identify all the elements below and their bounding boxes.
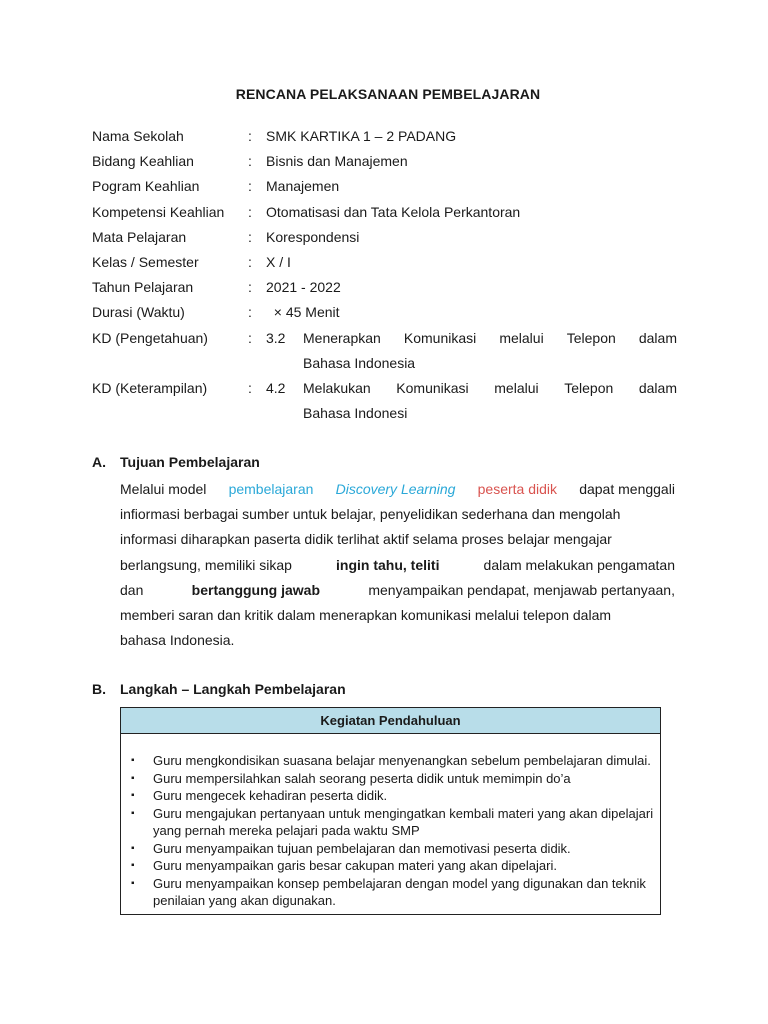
bullet-icon: ▪: [131, 842, 135, 854]
kd-line: [303, 376, 677, 401]
text-run: bahasa Indonesia.: [120, 632, 235, 649]
text-run: infiormasi berbagai sumber untuk belajar, penyelidikan sederhana dan mengolah: [120, 506, 621, 523]
kd-word: dalam: [638, 329, 677, 346]
kd-line: Bahasa Indonesia: [303, 354, 416, 371]
info-row-school: [92, 124, 677, 149]
text-run: dapat menggali: [579, 481, 675, 497]
list-item: [131, 752, 654, 770]
info-row-year: [92, 275, 677, 300]
kd-word: Menerapkan: [303, 329, 381, 346]
info-value: × 45 Menit: [266, 304, 340, 321]
list-item-text: Guru menyampaikan konsep pembelajaran dengan model yang digunakan dan teknik penilaian yang akan digunakan.: [153, 875, 646, 908]
info-value: X / I: [266, 253, 291, 270]
info-row-subject: [92, 225, 677, 250]
kd-text: [303, 326, 677, 376]
document-title: RENCANA PELAKSANAAN PEMBELAJARAN: [235, 86, 541, 102]
info-colon: :: [248, 128, 252, 144]
highlight-red-text: peserta didik: [477, 481, 558, 497]
info-label: Nama Sekolah: [92, 128, 184, 144]
activities-table: [120, 707, 661, 915]
paragraph-line: [120, 527, 675, 552]
info-colon: :: [248, 279, 252, 296]
info-label: Mata Pelajaran: [92, 228, 187, 245]
info-label: Bidang Keahlian: [92, 153, 194, 170]
table-header: Kegiatan Pendahuluan: [121, 708, 660, 734]
info-row-class: [92, 250, 677, 275]
table-body: [121, 734, 660, 914]
info-colon: :: [248, 304, 252, 321]
identity-table: [92, 124, 677, 426]
bullet-icon: ▪: [131, 772, 135, 784]
info-label: Durasi (Waktu): [92, 304, 185, 321]
kd-text: [303, 376, 677, 426]
kd-number: 4.2: [266, 379, 286, 396]
section-letter: B.: [92, 681, 106, 697]
info-colon: :: [248, 379, 252, 396]
bullet-icon: ▪: [131, 877, 135, 889]
text-run: menyampaikan pendapat, menjawab pertanyaan,: [368, 581, 675, 598]
text-run: dan: [120, 581, 144, 598]
paragraph-line: [120, 628, 675, 653]
section-heading-steps: [92, 681, 346, 697]
info-colon: :: [248, 329, 252, 346]
text-run: berlangsung, memiliki sikap: [120, 556, 292, 573]
info-row-competency: [92, 200, 677, 225]
list-item: [131, 857, 654, 875]
bullet-icon: ▪: [131, 790, 135, 801]
text-run: dalam melakukan pengamatan: [483, 556, 675, 573]
section-letter: A.: [92, 454, 106, 470]
list-item-text: Guru mengkondisikan suasana belajar menyenangkan sebelum pembelajaran dimulai.: [153, 753, 651, 768]
info-value: Manajemen: [266, 178, 340, 195]
info-value: Otomatisasi dan Tata Kelola Perkantoran: [266, 203, 521, 220]
paragraph-line: [120, 603, 675, 628]
info-value: SMK KARTIKA 1 – 2 PADANG: [266, 128, 457, 144]
kd-word: Komunikasi: [403, 329, 477, 346]
info-label: KD (Keterampilan): [92, 379, 208, 396]
text-run: informasi diharapkan paserta didik terlihat aktif selama proses belajar mengajar: [120, 531, 612, 548]
info-label: KD (Pengetahuan): [92, 329, 208, 346]
list-item: [131, 875, 654, 910]
kd-word: dalam: [638, 379, 677, 396]
info-value: Korespondensi: [266, 228, 360, 245]
section-title: Tujuan Pembelajaran: [120, 454, 260, 470]
info-row-kd-skill: [92, 376, 677, 426]
info-row-kd-knowledge: [92, 326, 677, 376]
paragraph-line: [120, 553, 675, 578]
kd-word: Telepon: [566, 329, 616, 346]
text-run: Melalui model: [120, 481, 207, 497]
list-item-text: Guru mempersilahkan salah seorang peserta didik untuk memimpin do’a: [153, 770, 571, 786]
kd-line: Bahasa Indonesi: [303, 405, 408, 422]
kd-number: 3.2: [266, 329, 286, 346]
kd-word: melalui: [494, 379, 539, 396]
kd-word: melalui: [499, 329, 544, 346]
text-run: memberi saran dan kritik dalam menerapkan komunikasi melalui telepon dalam: [120, 607, 612, 624]
highlight-text: pembelajaran: [228, 481, 314, 497]
list-item: [131, 840, 654, 858]
bold-text: bertanggung jawab: [191, 581, 321, 598]
info-label: Kompetensi Keahlian: [92, 203, 225, 220]
list-item: [131, 787, 654, 805]
highlight-italic-text: Discovery Learning: [335, 481, 456, 497]
info-value: 2021 - 2022: [266, 279, 341, 296]
info-row-field: [92, 149, 677, 174]
bullet-icon: ▪: [131, 807, 135, 819]
info-value: Bisnis dan Manajemen: [266, 153, 408, 170]
info-label: Pogram Keahlian: [92, 178, 200, 195]
info-row-program: [92, 174, 677, 199]
info-colon: :: [248, 178, 252, 195]
list-item-text: Guru menyampaikan garis besar cakupan materi yang akan dipelajari.: [153, 858, 557, 873]
kd-line: [303, 326, 677, 351]
info-colon: :: [248, 228, 252, 245]
info-label: Kelas / Semester: [92, 253, 199, 270]
info-row-duration: [92, 300, 677, 325]
bullet-icon: ▪: [131, 860, 135, 871]
list-item-text: Guru menyampaikan tujuan pembelajaran dan memotivasi peserta didik.: [153, 840, 571, 856]
list-item-text: Guru mengecek kehadiran peserta didik.: [153, 788, 388, 803]
section-heading-objectives: [92, 454, 260, 470]
paragraph-line: [120, 477, 675, 502]
list-item-text: Guru mengajukan pertanyaan untuk mengingatkan kembali materi yang akan dipelajari yang pernah mereka pelajari pada waktu SMP: [153, 805, 654, 838]
list-item: [131, 770, 654, 788]
bullet-icon: ▪: [131, 755, 135, 766]
kd-word: Melakukan: [303, 379, 371, 396]
objectives-paragraph: [120, 477, 675, 653]
kd-value: [266, 326, 677, 376]
info-colon: :: [248, 153, 252, 170]
kd-value: [266, 376, 677, 426]
info-colon: :: [248, 253, 252, 270]
paragraph-line: [120, 502, 675, 527]
kd-word: Komunikasi: [396, 379, 469, 396]
info-colon: :: [248, 203, 252, 220]
bold-text: ingin tahu, teliti: [336, 556, 440, 573]
kd-word: Telepon: [564, 379, 614, 396]
paragraph-line: [120, 578, 675, 603]
section-title: Langkah – Langkah Pembelajaran: [120, 681, 346, 697]
list-item: [131, 805, 654, 840]
info-label: Tahun Pelajaran: [92, 279, 194, 296]
